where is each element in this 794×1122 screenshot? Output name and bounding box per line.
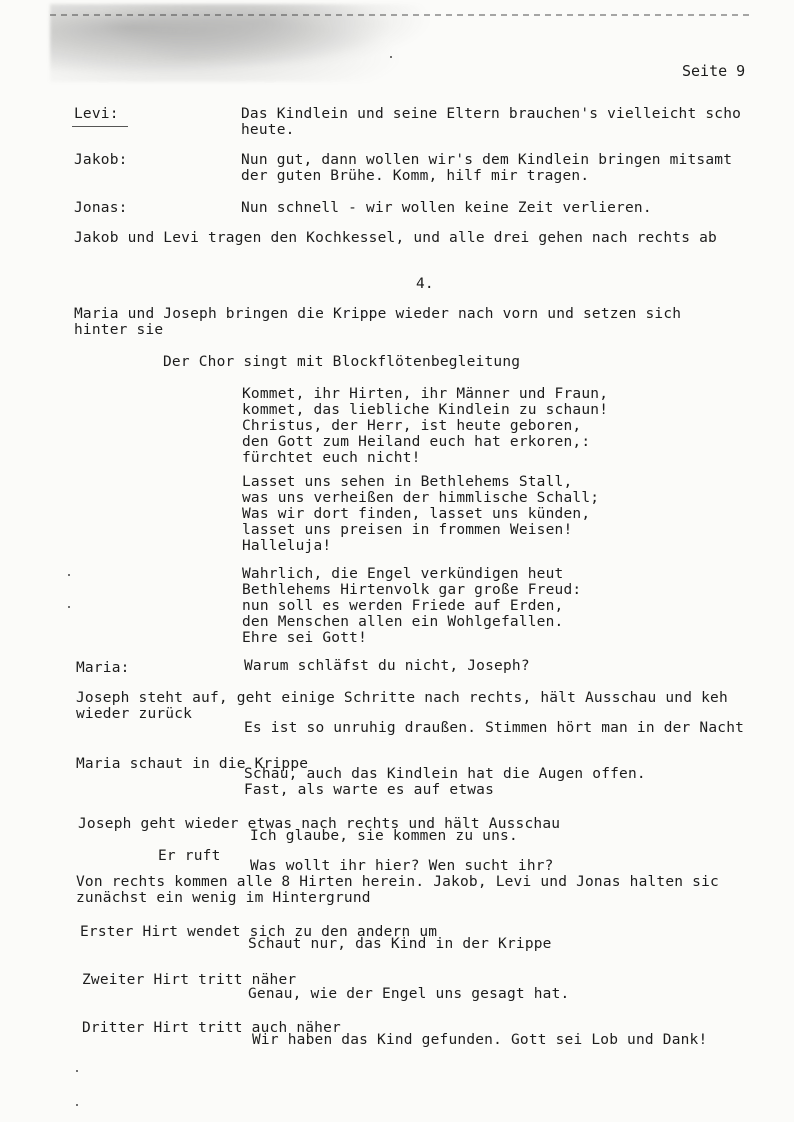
hirt3-line: Wir haben das Kind gefunden. Gott sei Lob und Dank! xyxy=(252,1032,708,1048)
stage-direction-2-line-1: Maria und Joseph bringen die Krippe wieder nach vorn und setzen sich xyxy=(74,306,682,322)
scan-speck xyxy=(68,574,70,576)
stage-direction-2-line-2: hinter sie xyxy=(74,322,164,338)
scan-speck xyxy=(76,1070,78,1072)
hirten-stage-line-1: Von rechts kommen alle 8 Hirten herein. Jakob, Levi und Jonas halten sic xyxy=(76,874,719,890)
song-v1-l1: Kommet, ihr Hirten, ihr Männer und Fraun, xyxy=(242,386,609,402)
joseph-line: Es ist so unruhig draußen. Stimmen hört man in der Nacht xyxy=(244,720,745,736)
maria-line-2: Schau, auch das Kindlein hat die Augen offen. xyxy=(244,766,646,782)
hirt1-stage: Erster Hirt wendet sich zu den andern um xyxy=(80,924,438,940)
maria-stage: Maria schaut in die Krippe xyxy=(76,756,309,772)
joseph-stage-2: Joseph geht wieder etwas nach rechts und hält Ausschau xyxy=(78,816,561,832)
hirt2-line: Genau, wie der Engel uns gesagt hat. xyxy=(248,986,570,1002)
section-number: 4. xyxy=(416,276,434,292)
jonas-line-1: Nun schnell - wir wollen keine Zeit verlieren. xyxy=(241,200,652,216)
page-number: Seite 9 xyxy=(682,62,746,80)
chor-direction: Der Chor singt mit Blockflötenbegleitung xyxy=(163,354,521,370)
hirt2-stage: Zweiter Hirt tritt näher xyxy=(82,972,297,988)
maria-line-3: Fast, als warte es auf etwas xyxy=(244,782,495,798)
song-v1-l3: Christus, der Herr, ist heute geboren, xyxy=(242,418,582,434)
song-v2-l1: Lasset uns sehen in Bethlehems Stall, xyxy=(242,474,573,490)
scan-speck xyxy=(390,56,392,58)
joseph-line-3: Was wollt ihr hier? Wen sucht ihr? xyxy=(250,858,554,874)
song-v2-l5: Halleluja! xyxy=(242,538,332,554)
song-v2-l4: lasset uns preisen in frommen Weisen! xyxy=(242,522,573,538)
song-v3-l2: Bethlehems Hirtenvolk gar große Freud: xyxy=(242,582,582,598)
speaker-levi: Levi: xyxy=(74,106,119,122)
scan-speck xyxy=(68,606,70,608)
stage-direction-1: Jakob und Levi tragen den Kochkessel, und alle drei gehen nach rechts ab xyxy=(74,230,717,246)
hirt1-line: Schaut nur, das Kind in der Krippe xyxy=(248,936,552,952)
hirten-stage-line-2: zunächst ein wenig im Hintergrund xyxy=(76,890,371,906)
joseph-stage-line-1: Joseph steht auf, geht einige Schritte nach rechts, hält Ausschau und keh xyxy=(76,690,728,706)
song-v1-l4: den Gott zum Heiland euch hat erkoren,: xyxy=(242,434,591,450)
maria-line: Warum schläfst du nicht, Joseph? xyxy=(244,658,530,674)
song-v2-l3: Was wir dort finden, lasset uns künden, xyxy=(242,506,591,522)
joseph-line-2: Ich glaube, sie kommen zu uns. xyxy=(250,828,518,844)
song-v3-l3: nun soll es werden Friede auf Erden, xyxy=(242,598,564,614)
song-v1-l2: kommet, das liebliche Kindlein zu schaun! xyxy=(242,402,609,418)
scan-edge-line xyxy=(50,14,750,16)
speaker-jonas: Jonas: xyxy=(74,200,128,216)
song-v2-l2: was uns verheißen der himmlische Schall; xyxy=(242,490,600,506)
speaker-jakob: Jakob: xyxy=(74,152,128,168)
jakob-line-1: Nun gut, dann wollen wir's dem Kindlein bringen mitsamt xyxy=(241,152,733,168)
levi-line-1: Das Kindlein und seine Eltern brauchen's vielleicht scho xyxy=(241,106,742,122)
levi-line-2: heute. xyxy=(241,122,295,138)
speaker-maria: Maria: xyxy=(76,660,130,676)
joseph-stage-line-2: wieder zurück xyxy=(76,706,193,722)
song-v1-l5: fürchtet euch nicht! xyxy=(242,450,421,466)
song-v3-l1: Wahrlich, die Engel verkündigen heut xyxy=(242,566,564,582)
song-v3-l4: den Menschen allen ein Wohlgefallen. xyxy=(242,614,564,630)
hirt3-stage: Dritter Hirt tritt auch näher xyxy=(82,1020,341,1036)
song-v3-l5: Ehre sei Gott! xyxy=(242,630,368,646)
scan-speck xyxy=(76,1104,78,1106)
speaker-underline xyxy=(72,126,128,127)
er-ruft: Er ruft xyxy=(158,848,221,864)
jakob-line-2: der guten Brühe. Komm, hilf mir tragen. xyxy=(241,168,590,184)
